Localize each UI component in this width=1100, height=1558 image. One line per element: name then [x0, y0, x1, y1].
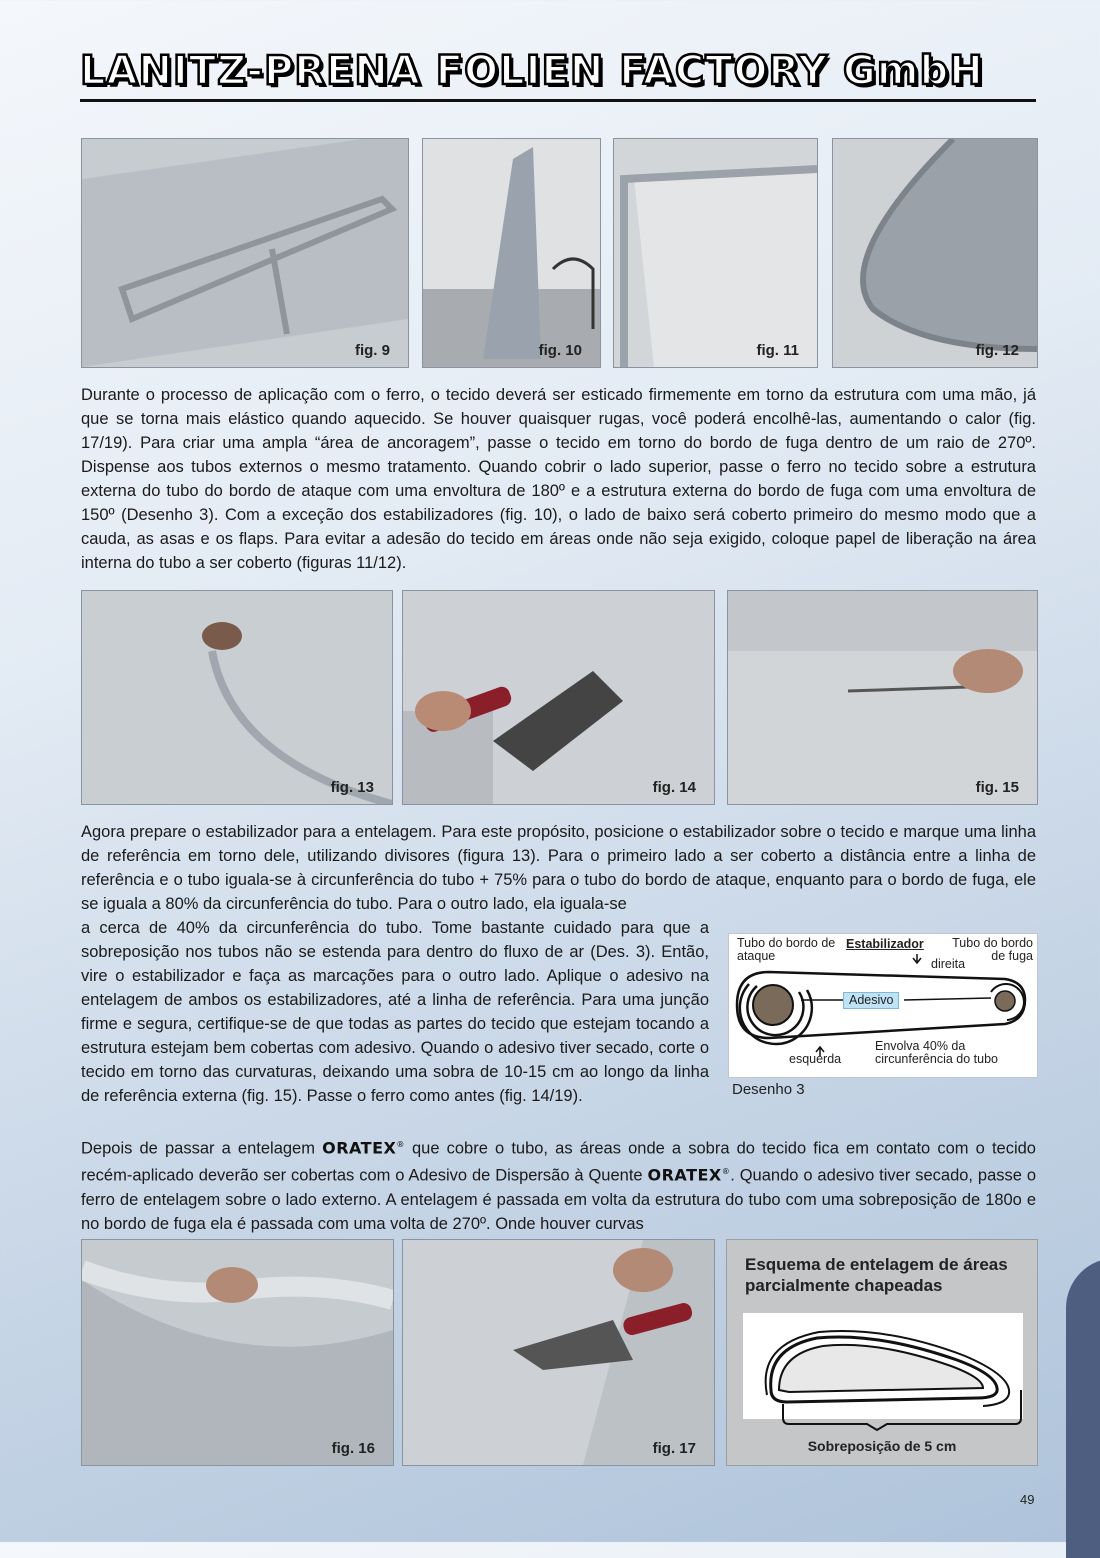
- figure-17-photo: [402, 1239, 715, 1466]
- paragraph-3-part-1: Depois de passar a entelagem: [81, 1139, 315, 1158]
- figure-12-photo: [832, 138, 1038, 368]
- drawing-3-caption: Desenho 3: [732, 1081, 805, 1098]
- figure-11-photo: [613, 138, 818, 368]
- registered-mark: ®: [721, 1167, 731, 1177]
- figure-10-image: [423, 139, 600, 367]
- body-paragraph-2: Agora prepare o estabilizador para a entelagem. Para este propósito, posicione o estabilizador sobre o tecido e marque uma linha de referência em torno dele, utilizando divisores (figura 13). Para o primeiro lado a ser coberto a distância entre a linha de referência e o tubo iguala-se à circunferência do tubo + 75% para o tubo do bordo de ataque, enquanto para o bordo de fuga, ele se iguala a 80% da circunferência do tubo. Para o outro lado, ela iguala-se: [81, 823, 1036, 913]
- drawing-label-right: direita: [931, 957, 966, 971]
- scheme-diagram: [727, 1240, 1037, 1465]
- paragraph-3-part-2: que cobre o tubo, as áreas onde a sobra do tecido fica em contato com o tecido recém-aplicado deverão ser cobertas com o Adesivo de Dispersão à Quente: [81, 1139, 1036, 1185]
- page-side-tab: [1066, 1258, 1100, 1558]
- drawing-label-adhesive: Adesivo: [843, 992, 899, 1009]
- figure-9-image: [82, 139, 408, 367]
- scheme-caption: Sobreposição de 5 cm: [807, 1438, 957, 1454]
- oratex-logo: [322, 1133, 405, 1160]
- oratex-logo-text: ORATEX: [647, 1165, 722, 1185]
- figure-12-image: [833, 139, 1037, 367]
- figure-10-caption: fig. 10: [538, 342, 582, 359]
- figure-14-photo: [402, 590, 715, 805]
- drawing-label-stabilizer: Estabilizador: [846, 937, 924, 951]
- figure-9-photo: [81, 138, 409, 368]
- figure-16-photo: [81, 1239, 394, 1466]
- paragraph-3-part-3: . Quando o adesivo tiver secado, passe o ferro de entelagem sobre o lado externo. A entelagem é passada em volta da estrutura do tubo com uma sobreposição de 180o e no bordo de fuga ela é passada com uma volta de 270º. Onde houver curvas: [81, 1166, 1036, 1233]
- figure-15-photo: [727, 590, 1038, 805]
- figure-11-image: [614, 139, 817, 367]
- registered-mark: ®: [396, 1140, 405, 1149]
- oratex-logo-text: ORATEX: [322, 1138, 397, 1158]
- title-underline: [80, 99, 1036, 102]
- figure-13-photo: [81, 590, 393, 805]
- drawing-label-left: esquerda: [789, 1052, 842, 1066]
- drawing-label-wrap: Envolva 40% da circunferência do tubo: [875, 1039, 998, 1066]
- figure-12-caption: fig. 12: [975, 342, 1019, 359]
- partial-sheeting-scheme-panel: [726, 1239, 1038, 1466]
- body-paragraph-3: [81, 1133, 1036, 1236]
- scheme-title: Esquema de entelagem de áreas parcialmente chapeadas: [745, 1255, 1008, 1295]
- drawing-3: [728, 933, 1038, 1078]
- figure-16-caption: fig. 16: [331, 1440, 375, 1457]
- body-paragraph-2-continued: a cerca de 40% da circunferência do tubo. Tome bastante cuidado para que a sobreposição nos tubos não se estenda para dentro do fluxo de ar (Des. 3). Então, vire o estabilizador e faça as marcações para o outro lado. Aplique o adesivo na entelagem de ambos os estabilizadores, até a linha de referência. Para uma junção firme e segura, certifique-se de que todas as partes do tecido que estejam tocando a estrutura estejam bem cobertas com adesivo. Quando o adesivo tiver secado, corte o tecido em torno das curvaturas, deixando uma sobra de 10-15 cm ao longo da linha de referência externa (fig. 15). Passe o ferro como antes (fig. 14/19).: [81, 919, 709, 1105]
- figure-15-caption: fig. 15: [975, 779, 1019, 796]
- figure-11-caption: fig. 11: [756, 342, 799, 359]
- figure-14-image: [403, 591, 714, 804]
- figure-16-image: [82, 1240, 393, 1465]
- figure-17-image: [403, 1240, 714, 1465]
- page-number: 49: [1020, 1492, 1035, 1507]
- page-title: LANITZ-PRENA FOLIEN FACTORY GmbH: [80, 48, 984, 94]
- figure-17-caption: fig. 17: [652, 1440, 696, 1457]
- drawing-label-leading-edge: Tubo do bordo de ataque: [737, 936, 836, 963]
- oratex-logo: [648, 1160, 731, 1187]
- figure-10-photo: [422, 138, 601, 368]
- figure-13-image: [82, 591, 392, 804]
- figure-15-image: [728, 591, 1037, 804]
- figure-13-caption: fig. 13: [330, 779, 374, 796]
- figure-9-caption: fig. 9: [354, 342, 390, 359]
- figure-14-caption: fig. 14: [652, 779, 696, 796]
- drawing-label-trailing-edge: Tubo do bordo de fuga: [952, 936, 1033, 963]
- body-paragraph-1: Durante o processo de aplicação com o ferro, o tecido deverá ser esticado firmemente em torno da estrutura com uma mão, já que se torna mais elástico quando aquecido. Se houver quaisquer rugas, você poderá encolhê-las, aumentando o calor (fig. 17/19). Para criar uma ampla “área de ancoragem”, passe o tecido em torno do bordo de fuga dentro de um raio de 270º. Dispense aos tubos externos o mesmo tratamento. Quando cobrir o lado superior, passe o ferro no tecido sobre a estrutura externa do tubo do bordo de ataque com uma envoltura de 180º e a estrutura externa do bordo de fuga com uma envoltura de 150º (Desenho 3). Com a exceção dos estabilizadores (fig. 10), o lado de baixo será coberto primeiro do mesmo modo que a cauda, as asas e os flaps. Para evitar a adesão do tecido em áreas onde não seja exigido, coloque papel de liberação na área interna do tubo a ser coberto (figuras 11/12).: [81, 386, 1036, 572]
